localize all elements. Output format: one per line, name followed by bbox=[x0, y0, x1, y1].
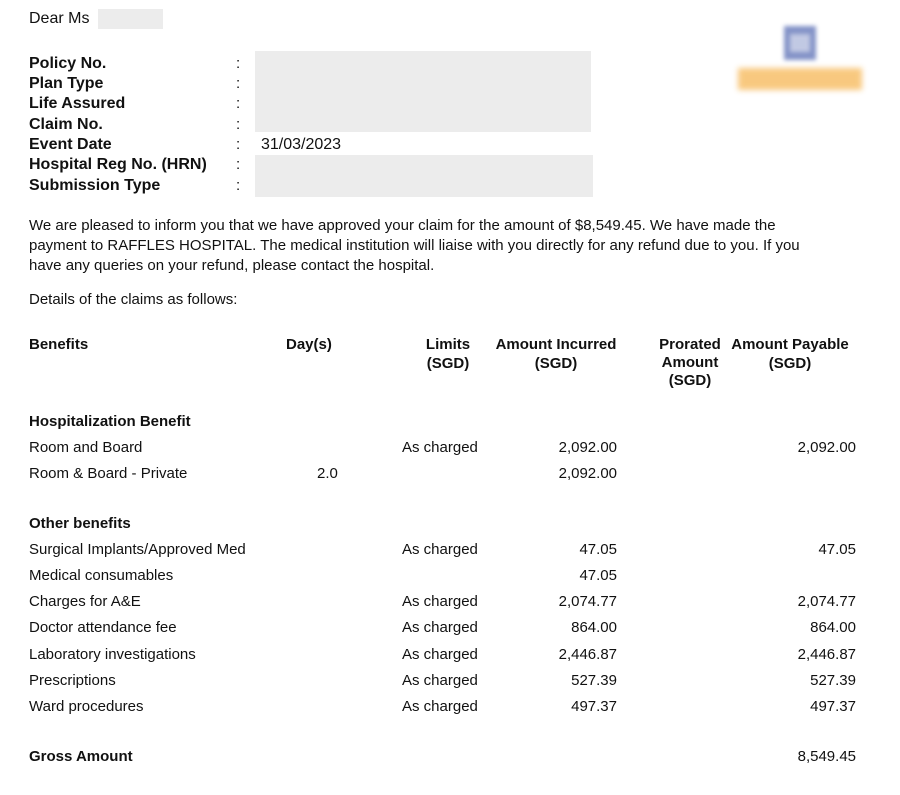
incurred-value: 47.05 bbox=[579, 541, 617, 558]
event-date-value: 31/03/2023 bbox=[261, 136, 342, 153]
incurred-value: 2,092.00 bbox=[558, 439, 617, 456]
life-assured-label: Life Assured bbox=[29, 95, 126, 112]
claim-no-label: Claim No. bbox=[29, 116, 103, 133]
payable-value: 527.39 bbox=[810, 672, 856, 689]
colon: : bbox=[236, 136, 241, 153]
colon: : bbox=[236, 116, 241, 133]
header-amount-incurred-unit: (SGD) bbox=[534, 355, 578, 372]
incurred-value: 2,446.87 bbox=[558, 646, 617, 663]
benefit-name: Ward procedures bbox=[29, 698, 144, 715]
benefit-name: Laboratory investigations bbox=[29, 646, 196, 663]
incurred-value: 527.39 bbox=[571, 672, 617, 689]
header-days: Day(s) bbox=[286, 336, 332, 353]
header-amount-payable: Amount Payable bbox=[731, 336, 849, 353]
limit-value: As charged bbox=[402, 439, 478, 456]
colon: : bbox=[236, 95, 241, 112]
limit-value: As charged bbox=[402, 593, 478, 610]
policy-no-label: Policy No. bbox=[29, 55, 107, 72]
payable-value: 2,446.87 bbox=[797, 646, 856, 663]
benefit-name: Doctor attendance fee bbox=[29, 619, 177, 636]
section-title: Other benefits bbox=[29, 515, 131, 532]
header-prorated-unit: (SGD) bbox=[668, 372, 712, 389]
limit-value: As charged bbox=[402, 698, 478, 715]
colon: : bbox=[236, 156, 241, 173]
payable-value: 497.37 bbox=[810, 698, 856, 715]
benefit-name: Medical consumables bbox=[29, 567, 174, 584]
details-intro: Details of the claims as follows: bbox=[29, 291, 238, 308]
salutation: Dear Ms bbox=[29, 10, 90, 27]
header-prorated: Prorated bbox=[659, 336, 721, 353]
redacted-name bbox=[98, 9, 163, 29]
redacted-hrn-values bbox=[255, 155, 593, 197]
message-line-2: payment to RAFFLES HOSPITAL. The medical institution will liaise with you directly for any refund due to you. If you bbox=[29, 237, 800, 254]
section-title: Hospitalization Benefit bbox=[29, 413, 191, 430]
header-limits-unit: (SGD) bbox=[426, 355, 470, 372]
header-amount-payable-unit: (SGD) bbox=[768, 355, 812, 372]
payable-value: 47.05 bbox=[818, 541, 856, 558]
header-prorated-amount: Amount bbox=[661, 354, 719, 371]
header-limits: Limits bbox=[425, 336, 471, 353]
plan-type-label: Plan Type bbox=[29, 75, 104, 92]
redacted-policy-values bbox=[255, 51, 591, 132]
payable-value: 864.00 bbox=[810, 619, 856, 636]
message-line-1: We are pleased to inform you that we have approved your claim for the amount of $8,549.45. We have made the bbox=[29, 217, 776, 234]
limit-value: As charged bbox=[402, 672, 478, 689]
limit-value: As charged bbox=[402, 646, 478, 663]
benefit-name: Room & Board - Private bbox=[29, 465, 188, 482]
benefit-name: Surgical Implants/Approved Med bbox=[29, 541, 246, 558]
colon: : bbox=[236, 177, 241, 194]
benefit-name: Charges for A&E bbox=[29, 593, 141, 610]
company-logo bbox=[736, 24, 864, 94]
colon: : bbox=[236, 75, 241, 92]
incurred-value: 497.37 bbox=[571, 698, 617, 715]
event-date-label: Event Date bbox=[29, 136, 112, 153]
payable-value: 2,092.00 bbox=[797, 439, 856, 456]
incurred-value: 864.00 bbox=[571, 619, 617, 636]
gross-amount-label: Gross Amount bbox=[29, 748, 133, 765]
benefit-name: Room and Board bbox=[29, 439, 143, 456]
days-value: 2.0 bbox=[317, 465, 338, 482]
limit-value: As charged bbox=[402, 619, 478, 636]
payable-value: 2,074.77 bbox=[797, 593, 856, 610]
incurred-value: 47.05 bbox=[579, 567, 617, 584]
submission-type-label: Submission Type bbox=[29, 177, 161, 194]
benefit-name: Prescriptions bbox=[29, 672, 116, 689]
limit-value: As charged bbox=[402, 541, 478, 558]
incurred-value: 2,092.00 bbox=[558, 465, 617, 482]
colon: : bbox=[236, 55, 241, 72]
hrn-label: Hospital Reg No. (HRN) bbox=[29, 156, 207, 173]
gross-amount-value: 8,549.45 bbox=[797, 748, 856, 765]
message-line-3: have any queries on your refund, please contact the hospital. bbox=[29, 257, 435, 274]
header-amount-incurred: Amount Incurred bbox=[495, 336, 617, 353]
header-benefits: Benefits bbox=[29, 336, 89, 353]
incurred-value: 2,074.77 bbox=[558, 593, 617, 610]
